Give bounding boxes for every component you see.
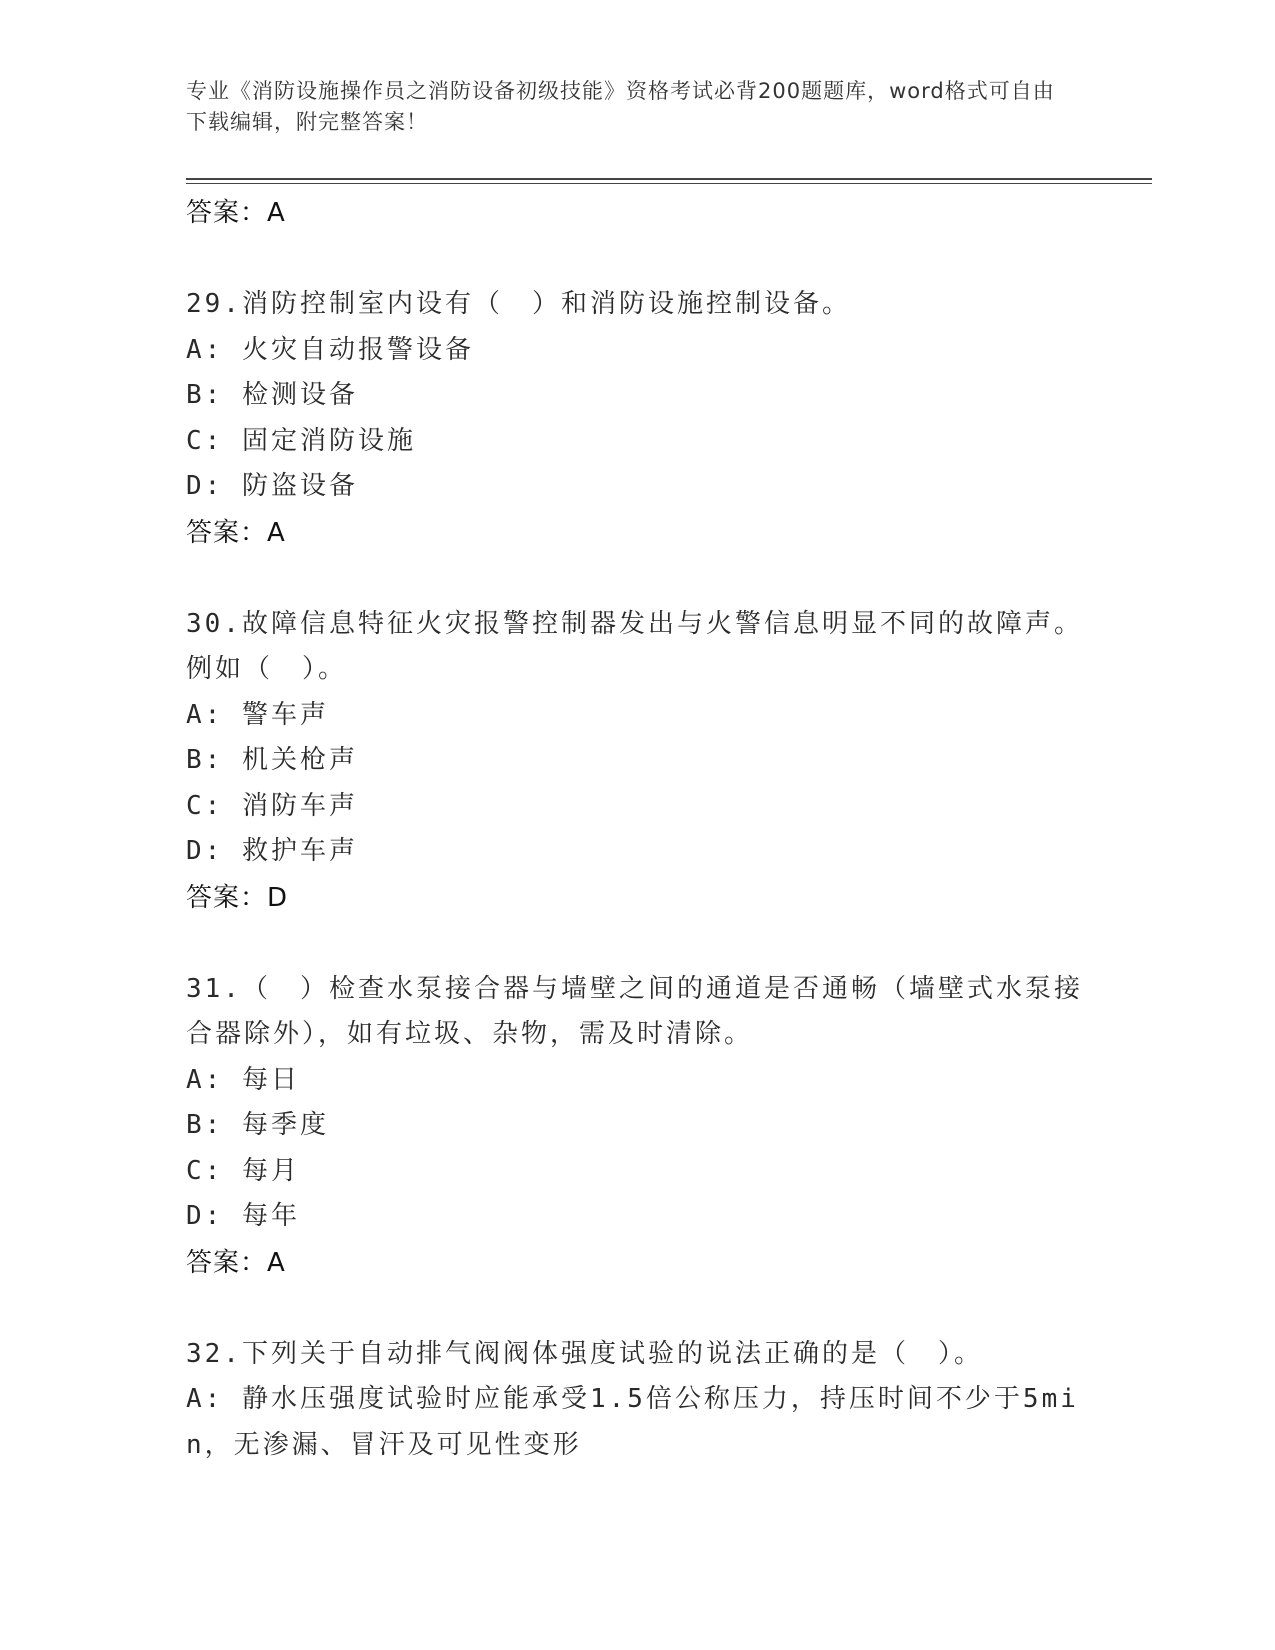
option-a: A: 静水压强度试验时应能承受1.5倍公称压力，持压时间不少于5min，无渗漏、冒汗及可见性变形 <box>186 1384 1079 1460</box>
option-d: D: 每年 <box>186 1201 300 1231</box>
option-d: D: 防盗设备 <box>186 471 358 501</box>
option-c: C: 消防车声 <box>186 790 358 821</box>
question-stem: 31.（ ）检查水泵接合器与墙壁之间的通道是否通畅（墙壁式水泵接合器除外），如有垃圾、杂物，需及时清除。 <box>186 973 1083 1049</box>
option-c: C: 固定消防设施 <box>186 425 416 456</box>
option-b: B: 每季度 <box>186 1110 329 1140</box>
question-block <box>186 282 1086 556</box>
option-a: A: 每日 <box>186 1064 300 1095</box>
option-d: D: 救护车声 <box>186 836 358 866</box>
answer-line: 答案：A <box>186 1247 286 1278</box>
header-divider-thin <box>186 183 1152 184</box>
document-header: 专业《消防设施操作员之消防设备初级技能》资格考试必背200题题库，word格式可自由下载编辑，附完整答案！ <box>186 79 1055 134</box>
header-divider-thick <box>186 178 1152 180</box>
question-block <box>186 602 1086 921</box>
option-a: A: 警车声 <box>186 699 329 730</box>
answer-line: 答案：A <box>186 517 286 548</box>
option-b: B: 机关枪声 <box>186 745 358 775</box>
question-stem: 29.消防控制室内设有（ ）和消防设施控制设备。 <box>186 289 851 319</box>
question-block <box>186 967 1086 1286</box>
option-b: B: 检测设备 <box>186 380 358 410</box>
question-block <box>186 1332 1086 1469</box>
answer-line: 答案：A <box>186 198 286 228</box>
question-list <box>186 190 1086 1468</box>
answer-line: 答案：D <box>186 882 289 913</box>
option-a: A: 火灾自动报警设备 <box>186 334 474 365</box>
question-stem: 30.故障信息特征火灾报警控制器发出与火警信息明显不同的故障声。例如（ ）。 <box>186 608 1083 684</box>
option-c: C: 每月 <box>186 1155 300 1186</box>
question-stem: 32.下列关于自动排气阀阀体强度试验的说法正确的是（ ）。 <box>186 1338 983 1369</box>
